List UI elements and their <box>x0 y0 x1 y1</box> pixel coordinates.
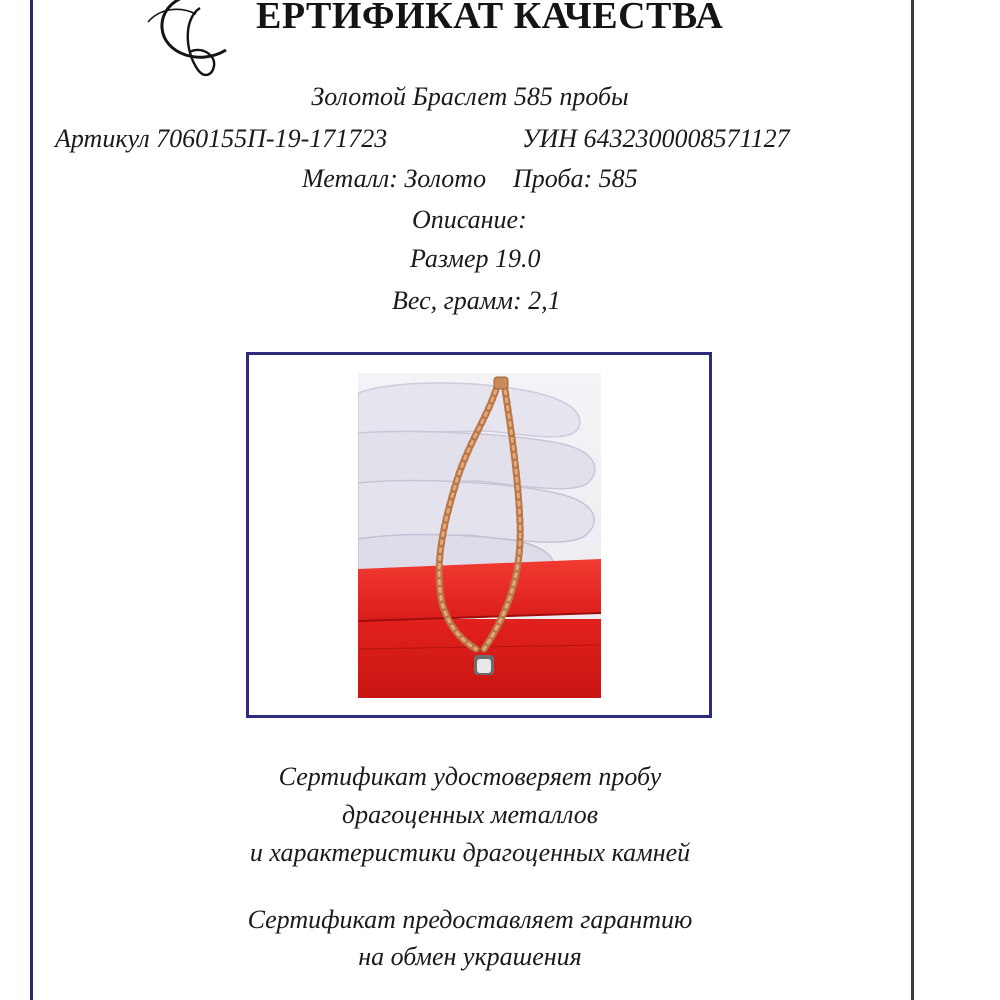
statement-1-line-2: драгоценных металлов <box>341 800 599 829</box>
weight-value: Вес, грамм: 2,1 <box>392 286 561 315</box>
product-photo-frame <box>246 352 712 718</box>
article-number: Артикул 7060155П-19-171723 <box>55 124 388 153</box>
statement-1-line-1: Сертификат удостоверяет пробу <box>278 762 662 791</box>
description-label: Описание: <box>412 205 527 234</box>
metal-field <box>302 164 486 194</box>
certificate-title: ЕРТИФИКАТ КАЧЕСТВА <box>256 0 724 37</box>
uin-number: УИН 6432300008571127 <box>522 124 790 153</box>
bracelet-photo-icon <box>358 373 601 698</box>
statement-1-line-3: и характеристики драгоценных камней <box>249 838 691 867</box>
monogram-logo-icon <box>140 0 250 78</box>
proba-value: 585 <box>598 164 638 193</box>
size-value: Размер 19.0 <box>410 244 541 273</box>
proba-field <box>513 164 638 194</box>
metal-value: Золото <box>404 164 487 193</box>
statement-2-line-1: Сертификат предоставляет гарантию <box>247 905 693 934</box>
product-photo <box>358 373 601 698</box>
proba-label: Проба: <box>513 164 593 193</box>
statement-2-line-2: на обмен украшения <box>358 942 582 971</box>
product-name: Золотой Браслет 585 пробы <box>311 82 629 111</box>
metal-label: Металл: <box>302 164 398 193</box>
